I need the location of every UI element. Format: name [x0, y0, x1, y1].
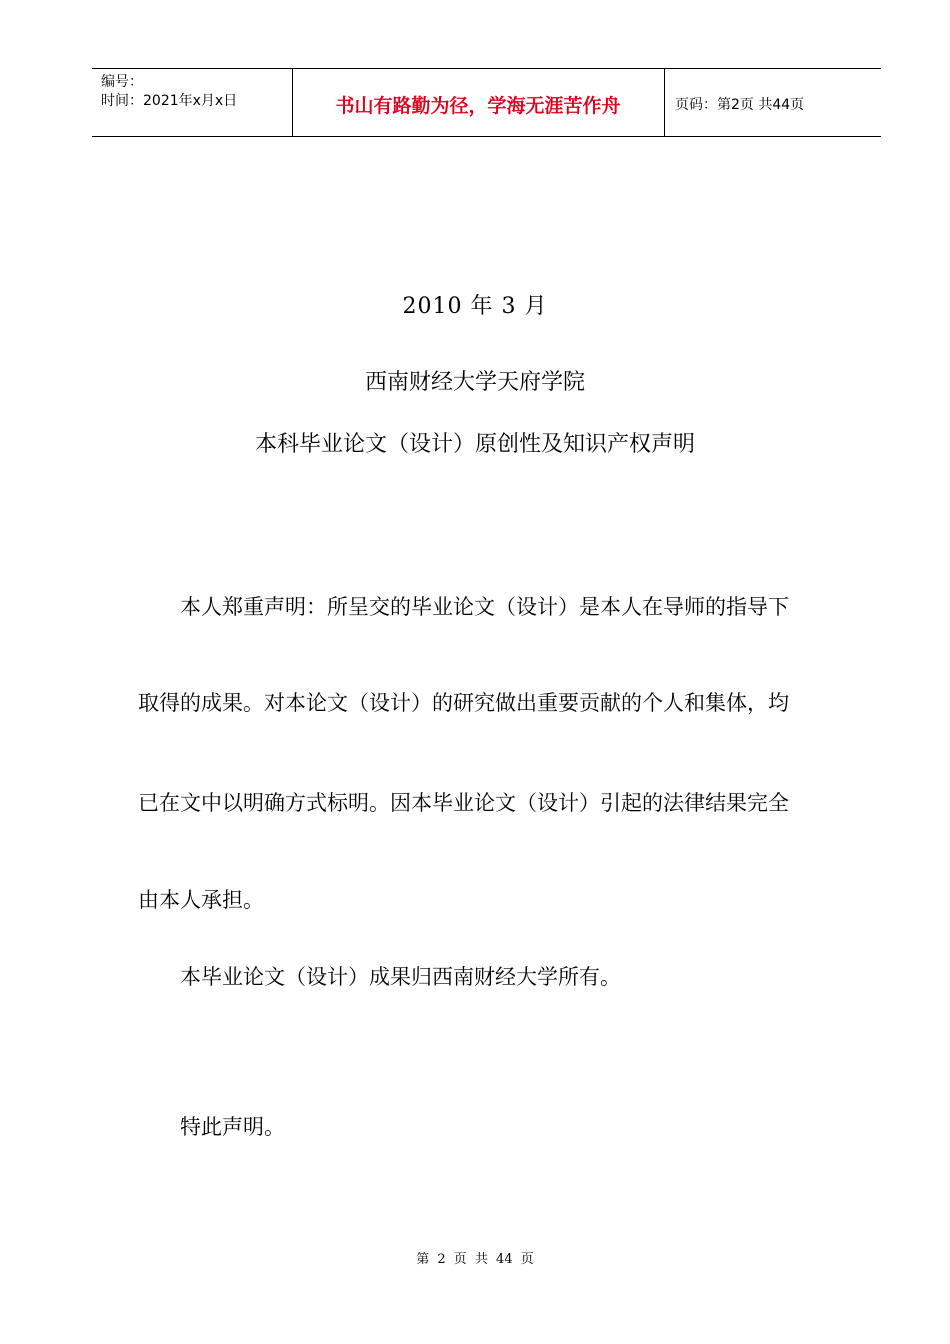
document-date: 2010 年 3 月 [402, 294, 548, 319]
body-line: 已在文中以明确方式标明。因本毕业论文（设计）引起的法律结果完全 [138, 791, 789, 815]
college-name: 西南财经大学天府学院 [364, 370, 585, 395]
header-divider [664, 69, 665, 136]
header-meta [101, 73, 237, 111]
document-time-label: 时间：2021年x月x日 [101, 93, 238, 109]
body-line: 取得的成果。对本论文（设计）的研究做出重要贡献的个人和集体，均 [138, 691, 789, 715]
page-footer: 第 2 页 共 44 页 [416, 1252, 534, 1267]
header-motto: 书山有路勤为径，学海无涯苦作舟 [335, 95, 621, 117]
ownership-statement: 本毕业论文（设计）成果归西南财经大学所有。 [180, 965, 621, 989]
closing-statement: 特此声明。 [180, 1115, 285, 1139]
declaration-title: 本科毕业论文（设计）原创性及知识产权声明 [254, 432, 695, 457]
body-line: 本人郑重声明：所呈交的毕业论文（设计）是本人在导师的指导下 [180, 595, 789, 619]
page-header-table [92, 68, 881, 137]
body-line: 由本人承担。 [138, 888, 264, 912]
header-page-info: 页码：第2页 共44页 [675, 97, 805, 113]
document-number-label: 编号： [101, 74, 143, 90]
